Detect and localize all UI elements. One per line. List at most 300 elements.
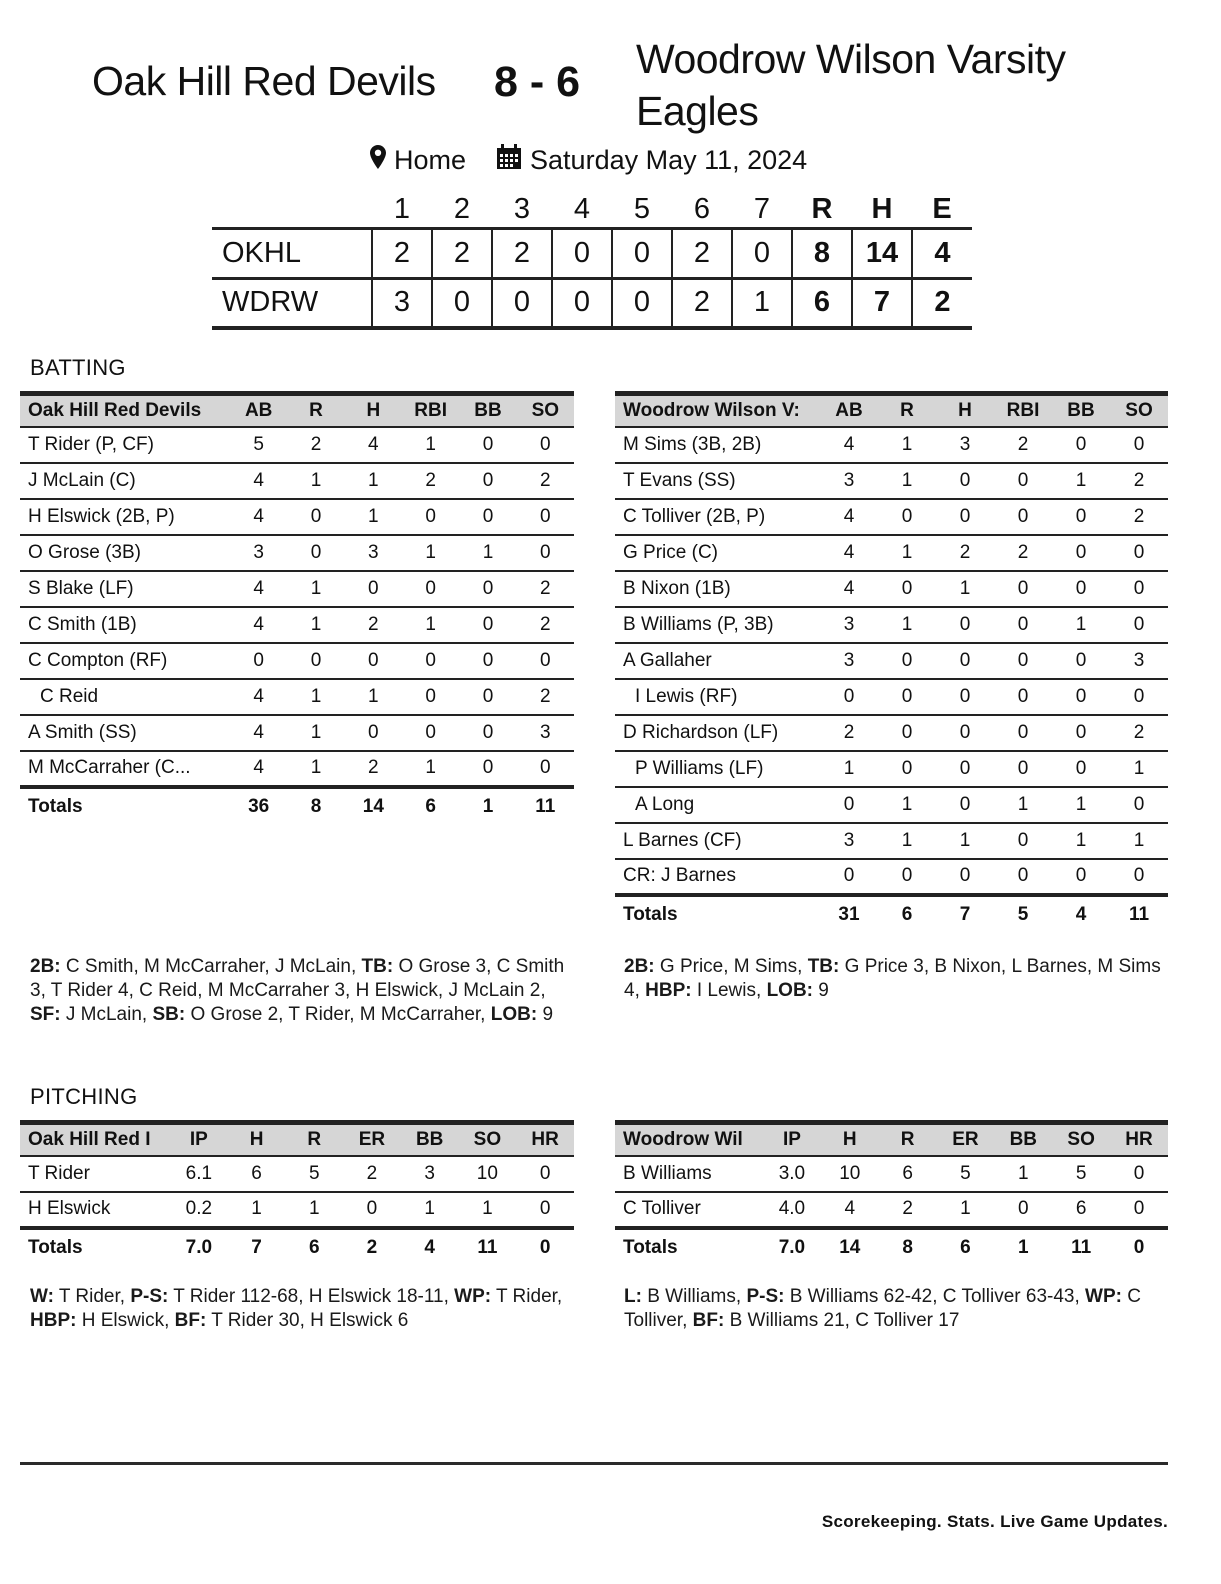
- stat-r: 1: [901, 541, 913, 563]
- stat-ab: 4: [253, 613, 264, 635]
- note-label: 2B:: [30, 956, 61, 977]
- column-header-r: R: [309, 399, 323, 421]
- stat-so: 0: [540, 433, 551, 455]
- stat-ab: 4: [253, 757, 264, 778]
- stat-ip: 4.0: [778, 1198, 806, 1219]
- player-name: M Sims (3B, 2B): [623, 433, 762, 455]
- stat-bb: 1: [1075, 469, 1087, 491]
- player-row: [615, 679, 1168, 715]
- column-header-rbi: RBI: [414, 399, 448, 421]
- stat-bb: 0: [1075, 649, 1087, 671]
- total-h: 14: [362, 795, 384, 817]
- calendar-icon: [496, 144, 522, 177]
- note-text: O Grose 2, T Rider, M McCarraher,: [185, 1004, 491, 1025]
- player-name: T Rider (P, CF): [28, 433, 154, 455]
- inning-runs: 0: [432, 278, 492, 328]
- batting-table-home: [20, 391, 574, 825]
- stat-h: 0: [368, 721, 379, 743]
- player-row: [20, 571, 574, 607]
- note-text: G Price, M Sims,: [654, 956, 808, 977]
- note-text: J McLain,: [60, 1004, 153, 1025]
- inning-runs: 0: [612, 278, 672, 328]
- note-text: O Grose 3, C Smith 3, T Rider 4, C Reid, M McCarraher 3, H Elswick, J McLain 2,: [30, 956, 565, 1001]
- total-r: 8: [902, 1236, 913, 1258]
- team-column-header: Woodrow Wil: [623, 1128, 743, 1150]
- stat-h: 10: [839, 1162, 861, 1184]
- total-bb: 4: [424, 1236, 435, 1258]
- player-name: C Reid: [40, 685, 99, 707]
- stat-ab: 4: [253, 577, 264, 599]
- stat-r: 1: [310, 577, 322, 599]
- total-runs: 8: [792, 228, 852, 278]
- stat-rbi: 1: [425, 757, 436, 778]
- stat-h: 0: [959, 757, 971, 779]
- stat-so: 0: [1133, 685, 1145, 707]
- totals-row: [20, 787, 574, 825]
- column-header-bb: BB: [474, 399, 502, 421]
- stat-so: 0: [1133, 613, 1145, 635]
- stat-rbi: 1: [425, 541, 436, 563]
- note-label: LOB:: [490, 1004, 538, 1025]
- away-team-name: Woodrow Wilson Varsity Eagles: [636, 36, 1066, 134]
- note-text: C Tolliver,: [624, 1286, 1141, 1331]
- player-row: [615, 787, 1168, 823]
- stat-bb: 1: [482, 541, 494, 563]
- note-text: I Lewis,: [691, 980, 767, 1001]
- game-date: Saturday May 11, 2024: [530, 145, 808, 175]
- player-name: B Nixon (1B): [623, 577, 731, 599]
- location-label: Home: [394, 145, 467, 175]
- stat-h: 1: [251, 1198, 262, 1219]
- stat-so: 2: [1133, 469, 1145, 491]
- column-header-r: R: [900, 399, 914, 421]
- stat-h: 2: [959, 541, 971, 563]
- note-label: HBP:: [30, 1310, 77, 1331]
- total-rbi: 5: [1017, 903, 1029, 925]
- player-row: [20, 607, 574, 643]
- stat-bb: 0: [1075, 541, 1087, 563]
- stat-rbi: 0: [425, 505, 436, 527]
- player-name: H Elswick (2B, P): [28, 505, 175, 527]
- total-ab: 31: [838, 903, 860, 925]
- player-name: CR: J Barnes: [623, 865, 736, 886]
- stat-rbi: 1: [425, 433, 436, 455]
- player-row: [615, 571, 1168, 607]
- inning-header: 2: [453, 192, 471, 225]
- player-name: C Tolliver: [623, 1198, 701, 1219]
- stat-rbi: 2: [1017, 541, 1029, 563]
- pitching-notes-home: [30, 1285, 580, 1333]
- inning-runs: 0: [492, 278, 552, 328]
- note-text: B Williams 62-42, C Tolliver 63-43,: [784, 1286, 1086, 1307]
- column-header-r: R: [307, 1128, 322, 1150]
- stat-rbi: 2: [425, 469, 436, 491]
- stat-er: 2: [366, 1162, 378, 1184]
- runs-header: R: [811, 192, 833, 225]
- stat-r: 5: [308, 1162, 320, 1184]
- stat-h: 0: [959, 469, 971, 491]
- pitching-section-title: PITCHING: [30, 1084, 138, 1109]
- note-label: TB:: [361, 956, 394, 977]
- stat-rbi: 0: [1017, 685, 1029, 707]
- stat-h: 6: [251, 1162, 262, 1184]
- stat-h: 3: [368, 541, 379, 563]
- note-label: TB:: [807, 956, 840, 977]
- batting-notes-home: [30, 955, 580, 1027]
- stat-ip: 3.0: [778, 1162, 806, 1184]
- total-ip: 7.0: [778, 1236, 806, 1258]
- stat-so: 2: [540, 685, 551, 707]
- stat-r: 1: [310, 685, 322, 707]
- player-row: [615, 859, 1168, 895]
- total-h: 7: [959, 903, 971, 925]
- stat-so: 5: [1075, 1162, 1087, 1184]
- note-label: L:: [624, 1286, 642, 1307]
- stat-bb: 0: [482, 433, 494, 455]
- stat-bb: 1: [1018, 1162, 1029, 1184]
- stat-so: 2: [1133, 721, 1145, 743]
- footer-tagline: Scorekeeping. Stats. Live Game Updates.: [821, 1512, 1168, 1531]
- total-h: 14: [839, 1236, 861, 1258]
- stat-so: 0: [1133, 541, 1145, 563]
- stat-bb: 0: [1075, 433, 1087, 455]
- stat-r: 0: [901, 757, 913, 779]
- stat-so: 6: [1075, 1198, 1087, 1219]
- stat-rbi: 0: [1017, 649, 1029, 671]
- stat-h: 2: [368, 613, 379, 635]
- stat-bb: 0: [1075, 757, 1087, 779]
- stat-h: 0: [959, 865, 971, 886]
- column-header-h: H: [958, 399, 972, 421]
- total-r: 6: [308, 1236, 320, 1258]
- stat-ab: 4: [843, 541, 855, 563]
- stat-h: 0: [959, 721, 971, 743]
- stat-bb: 1: [1075, 613, 1087, 635]
- stat-rbi: 0: [1017, 829, 1029, 851]
- pitching-table-away: [615, 1120, 1168, 1266]
- total-r: 6: [901, 903, 913, 925]
- stat-r: 1: [308, 1198, 320, 1219]
- stat-ab: 0: [843, 793, 855, 815]
- stat-r: 1: [310, 613, 322, 635]
- note-text: 9: [537, 1004, 554, 1025]
- stat-ab: 5: [253, 433, 264, 455]
- total-so: 11: [1128, 903, 1150, 925]
- stat-hr: 0: [1133, 1162, 1145, 1184]
- totals-row: [20, 1228, 574, 1266]
- note-label: P-S:: [130, 1286, 169, 1307]
- player-row: [20, 499, 574, 535]
- stat-r: 1: [901, 829, 913, 851]
- stat-so: 0: [540, 541, 551, 563]
- stat-ab: 0: [253, 649, 264, 671]
- total-hits: 14: [852, 228, 912, 278]
- stat-h: 2: [368, 757, 379, 778]
- player-row: [615, 607, 1168, 643]
- batting-table-away: [615, 391, 1168, 933]
- team-abbr: WDRW: [222, 286, 319, 319]
- column-header-so: SO: [1067, 1128, 1095, 1150]
- player-name: C Smith (1B): [28, 613, 137, 635]
- stat-ab: 4: [253, 721, 264, 743]
- home-team-name: Oak Hill Red Devils: [92, 58, 436, 104]
- stat-bb: 0: [482, 577, 494, 599]
- stat-er: 0: [366, 1198, 378, 1219]
- total-errors: 4: [912, 228, 972, 278]
- map-pin-icon: [370, 145, 386, 176]
- player-name: M McCarraher (C...: [28, 757, 191, 778]
- column-header-er: ER: [358, 1128, 386, 1150]
- stat-ab: 1: [843, 757, 855, 779]
- inning-runs: 2: [432, 228, 492, 278]
- player-name: A Gallaher: [623, 649, 712, 671]
- column-header-hr: HR: [531, 1128, 559, 1150]
- stat-so: 1: [1133, 757, 1145, 779]
- player-name: T Rider: [28, 1162, 90, 1184]
- column-header-er: ER: [952, 1128, 979, 1150]
- note-label: WP:: [1085, 1286, 1122, 1307]
- stat-rbi: 1: [425, 613, 436, 635]
- table-header-row: [615, 394, 1168, 427]
- total-hr: 0: [539, 1236, 551, 1258]
- player-row: [20, 463, 574, 499]
- player-row: [615, 751, 1168, 787]
- stat-bb: 0: [482, 721, 494, 743]
- note-text: 9: [813, 980, 829, 1001]
- stat-so: 0: [1133, 433, 1145, 455]
- note-text: T Rider,: [491, 1286, 563, 1307]
- total-bb: 1: [1018, 1236, 1029, 1258]
- player-name: H Elswick: [28, 1198, 111, 1219]
- stat-bb: 0: [1018, 1198, 1029, 1219]
- stat-r: 0: [310, 541, 322, 563]
- stat-ab: 4: [253, 505, 264, 527]
- inning-runs: 3: [372, 278, 432, 328]
- stat-ab: 3: [843, 469, 855, 491]
- stat-so: 1: [482, 1198, 493, 1219]
- player-row: [20, 1156, 574, 1192]
- stat-so: 3: [1133, 649, 1145, 671]
- inning-runs: 2: [492, 228, 552, 278]
- stat-ab: 0: [843, 865, 855, 886]
- player-name: O Grose (3B): [28, 541, 141, 563]
- stat-rbi: 2: [1017, 433, 1029, 455]
- stat-bb: 0: [482, 757, 494, 778]
- stat-r: 1: [310, 469, 322, 491]
- inning-runs: 0: [552, 228, 612, 278]
- stat-so: 0: [1133, 577, 1145, 599]
- total-r: 8: [310, 795, 322, 817]
- stat-rbi: 0: [1017, 613, 1029, 635]
- stat-so: 0: [540, 505, 551, 527]
- column-header-ip: IP: [189, 1128, 208, 1150]
- stat-r: 0: [310, 649, 322, 671]
- note-label: P-S:: [746, 1286, 785, 1307]
- stat-h: 0: [959, 685, 971, 707]
- stat-h: 4: [368, 433, 379, 455]
- stat-ip: 0.2: [185, 1198, 213, 1219]
- stat-so: 2: [1133, 505, 1145, 527]
- stat-rbi: 0: [425, 685, 436, 707]
- stat-bb: 0: [482, 649, 494, 671]
- stat-hr: 0: [539, 1198, 551, 1219]
- stat-er: 1: [960, 1198, 971, 1219]
- totals-label: Totals: [28, 1236, 83, 1258]
- stat-bb: 0: [1075, 685, 1087, 707]
- stat-rbi: 0: [425, 721, 436, 743]
- stat-rbi: 0: [1017, 757, 1029, 779]
- stat-so: 1: [1133, 829, 1145, 851]
- total-rbi: 6: [425, 795, 436, 817]
- final-score: 8 - 6: [494, 58, 581, 106]
- player-row: [20, 535, 574, 571]
- team-column-header: Oak Hill Red I: [28, 1128, 151, 1150]
- totals-label: Totals: [623, 1236, 678, 1258]
- stat-so: 3: [540, 721, 551, 743]
- linescore-row-away: [212, 278, 972, 328]
- player-name: S Blake (LF): [28, 577, 134, 599]
- team-abbr: OKHL: [222, 236, 301, 269]
- stat-ab: 4: [253, 685, 264, 707]
- column-header-bb: BB: [1067, 399, 1095, 421]
- linescore-table: [212, 192, 972, 330]
- column-header-so: SO: [531, 399, 560, 421]
- stat-r: 1: [901, 793, 913, 815]
- stat-ab: 3: [843, 829, 855, 851]
- stat-so: 0: [1133, 865, 1145, 886]
- stat-bb: 1: [1075, 829, 1087, 851]
- total-hits: 7: [852, 278, 912, 328]
- player-name: C Compton (RF): [28, 649, 168, 671]
- column-header-ip: IP: [782, 1128, 801, 1150]
- stat-so: 2: [540, 469, 551, 491]
- total-bb: 4: [1075, 903, 1087, 925]
- team-column-header: Oak Hill Red Devils: [28, 399, 202, 421]
- note-label: BF:: [174, 1310, 207, 1331]
- total-hr: 0: [1133, 1236, 1145, 1258]
- stat-r: 0: [310, 505, 322, 527]
- player-name: T Evans (SS): [623, 469, 736, 491]
- total-errors: 2: [912, 278, 972, 328]
- stat-h: 0: [959, 505, 971, 527]
- total-so: 11: [535, 795, 556, 817]
- inning-runs: 0: [612, 228, 672, 278]
- stat-h: 1: [368, 505, 379, 527]
- total-ip: 7.0: [185, 1236, 213, 1258]
- stat-h: 0: [959, 613, 971, 635]
- stat-hr: 0: [539, 1162, 551, 1184]
- stat-r: 1: [310, 721, 322, 743]
- note-text: T Rider 30, H Elswick 6: [206, 1310, 409, 1331]
- game-meta: [370, 144, 807, 177]
- player-name: B Williams (P, 3B): [623, 613, 774, 635]
- inning-header: 7: [753, 192, 771, 225]
- inning-runs: 0: [732, 228, 792, 278]
- inning-header: 1: [393, 192, 411, 225]
- stat-ab: 3: [843, 649, 855, 671]
- total-h: 7: [251, 1236, 262, 1258]
- note-text: H Elswick,: [76, 1310, 175, 1331]
- note-label: SF:: [30, 1004, 61, 1025]
- errors-header: E: [932, 192, 952, 225]
- note-label: BF:: [692, 1310, 725, 1331]
- batting-section-title: BATTING: [30, 355, 126, 380]
- stat-bb: 0: [482, 469, 494, 491]
- note-text: T Rider 112-68, H Elswick 18-11,: [168, 1286, 455, 1307]
- stat-ab: 3: [253, 541, 264, 563]
- stat-so: 0: [540, 757, 551, 778]
- total-runs: 6: [792, 278, 852, 328]
- player-name: A Smith (SS): [28, 721, 137, 743]
- total-so: 11: [477, 1236, 498, 1258]
- player-row: [615, 499, 1168, 535]
- player-name: P Williams (LF): [635, 757, 764, 779]
- player-name: A Long: [635, 793, 695, 815]
- column-header-rbi: RBI: [1006, 399, 1040, 421]
- stat-bb: 1: [1075, 793, 1087, 815]
- footer-divider: [20, 1462, 1168, 1465]
- stat-ab: 4: [843, 577, 855, 599]
- stat-h: 4: [844, 1198, 856, 1219]
- total-ab: 36: [248, 795, 270, 817]
- player-row: [20, 643, 574, 679]
- inning-header: 4: [573, 192, 591, 225]
- linescore-header-row: [212, 192, 972, 228]
- stat-r: 2: [310, 433, 322, 455]
- stat-so: 2: [540, 577, 551, 599]
- inning-header: 5: [633, 192, 651, 225]
- stat-bb: 0: [1075, 721, 1087, 743]
- stat-er: 5: [960, 1162, 971, 1184]
- player-row: [615, 535, 1168, 571]
- stat-r: 1: [901, 469, 913, 491]
- stat-so: 0: [540, 649, 551, 671]
- stat-h: 1: [959, 829, 971, 851]
- note-text: C Smith, M McCarraher, J McLain,: [60, 956, 362, 977]
- stat-bb: 0: [482, 685, 494, 707]
- stat-h: 0: [368, 649, 379, 671]
- inning-runs: 2: [372, 228, 432, 278]
- stat-so: 0: [1133, 793, 1145, 815]
- stat-bb: 0: [1075, 505, 1087, 527]
- column-header-hr: HR: [1125, 1128, 1153, 1150]
- stat-rbi: 0: [1017, 577, 1029, 599]
- player-name: B Williams: [623, 1162, 712, 1184]
- column-header-so: SO: [1125, 399, 1153, 421]
- stat-h: 3: [959, 433, 971, 455]
- batting-notes-away: [624, 955, 1169, 1003]
- player-row: [615, 715, 1168, 751]
- note-label: HBP:: [645, 980, 692, 1001]
- table-header-row: [20, 394, 574, 427]
- column-header-so: SO: [473, 1128, 502, 1150]
- player-row: [20, 679, 574, 715]
- player-name: I Lewis (RF): [635, 685, 738, 707]
- stat-bb: 0: [1075, 577, 1087, 599]
- totals-label: Totals: [28, 795, 83, 817]
- note-text: B Williams 21, C Tolliver 17: [724, 1310, 960, 1331]
- stat-r: 1: [901, 613, 913, 635]
- note-label: 2B:: [624, 956, 655, 977]
- total-so: 11: [1071, 1236, 1092, 1258]
- stat-r: 0: [901, 577, 913, 599]
- inning-header: 3: [513, 192, 531, 225]
- stat-rbi: 0: [425, 649, 436, 671]
- player-name: C Tolliver (2B, P): [623, 505, 766, 527]
- column-header-r: R: [900, 1128, 915, 1150]
- player-row: [20, 751, 574, 787]
- stat-ab: 4: [253, 469, 264, 491]
